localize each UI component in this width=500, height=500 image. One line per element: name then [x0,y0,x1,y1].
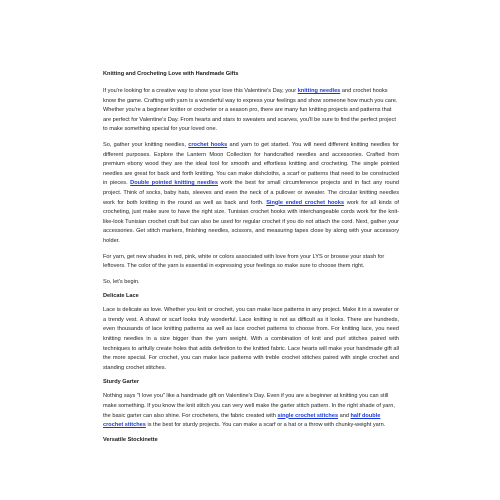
begin-paragraph: So, let's begin. [103,278,140,285]
yarn-paragraph: For yarn, get new shades in red, pink, white or colors associated with love from your LYS or browse your stash for leftovers. The color of the yarn is essential in expressing your feelings so make sure to choose them right. [103,253,385,270]
text-run: is the best for sturdy projects. You can make a scarf or a hat or a throw with chunky-weight yarn. [145,422,386,429]
document-body [103,71,399,450]
text-run: and [338,412,351,419]
intro-paragraph [103,87,399,135]
half-double-crochet-link[interactable]: half double crochet stitches [103,412,381,429]
text-run: If you're looking for a creative way to show your love this Valentine's Day, your [103,88,298,94]
document-title: Knitting and Crocheting Love with Handmade Gifts [103,71,239,77]
lace-heading: Delicate Lace [103,293,139,300]
stockinette-heading: Versatile Stockinette [103,436,158,443]
text-run: and crochet hooks know the game. Crafting with yarn is a wonderful way to express your feelings and show someone how much you care. Whether you're a beginner knitter or crocheter or a season pro, there are many fun knitting projects and patterns that are perfect for Valentine's Day. From hearts and stars to sweaters and scarves, you'll be sure to find the perfect project to make something special for your loved one. [103,88,398,133]
supplies-paragraph [103,141,399,247]
garter-heading: Sturdy Garter [103,379,140,386]
text-run: work for all kinds of crocheting, just make sure to have the right size. Tunisian crochet hooks with interchangeable cords work for the knit-like-look Tunisian crochet craft but can also be used for regular crochet if you do not attach the cord. Next, gather your accessories. Get stitch markers, finishing needles, scissors, and measuring tapes close by along with your accessory holder. [103,199,399,244]
crochet-hooks-link[interactable]: crochet hooks [188,141,228,148]
text-run: and yarn to get started. You will need different knitting needles for different purposes. Explore the Lantern Moon Collection for handcrafted needles and accessories. Crafted from premium ebony wood they are the ideal tool for smooth and effortless knitting and crocheting. The single pointed needles are great for back and forth knitting. You can make dishcloths, a scarf or patterns that need to be constructed in pieces. [103,141,400,187]
single-crochet-stitches-link[interactable]: single crochet stitches [277,412,339,419]
text-run: Nothing says "I love you" like a handmade gift on Valentine's Day. Even if you are a beginner at knitting you can still make something. If you know the knit stitch you can very well make the garter stitch pattern. In the right shade of yarn, the basic garter can also shine. For crocheters, the fabric created with [103,393,395,419]
double-pointed-needles-link[interactable]: Double pointed knitting needles [130,180,218,187]
text-run: work the best for small circumference projects and in fact any round project. Think of socks, baby hats, sleeves and even the neck of a pullover or sweater. The circular knitting needles work for both knitting in the round as well as back and forth. [103,180,399,206]
lace-paragraph: Lace is delicate as love. Whether you knit or crochet, you can make lace patterns in any project. Make it in a sweater or a trendy vest. A shawl or scarf looks truly wonderful. Lace knitting is not as difficult as it looks. There are hundreds, even thousands of lace knitting patterns as well as lace crochet patterns to choose from. For knitting lace, you need knitting needles in a size bigger than the yarn weight. With a combination of knit and purl stitches paired with techniques to artfully create holes that adds definition to the knitted fabric. Lace hearts will make your handmade gift all the more special. For crochet, you can make lace patterns with treble crochet stitches paired with single crochet and standing crochet stitches. [103,307,399,371]
single-ended-hooks-link[interactable]: Single ended crochet hooks [266,199,345,206]
knitting-needles-link[interactable]: knitting needles [297,88,341,94]
text-run: So, gather your knitting needles, [103,141,189,148]
garter-paragraph [103,392,399,430]
